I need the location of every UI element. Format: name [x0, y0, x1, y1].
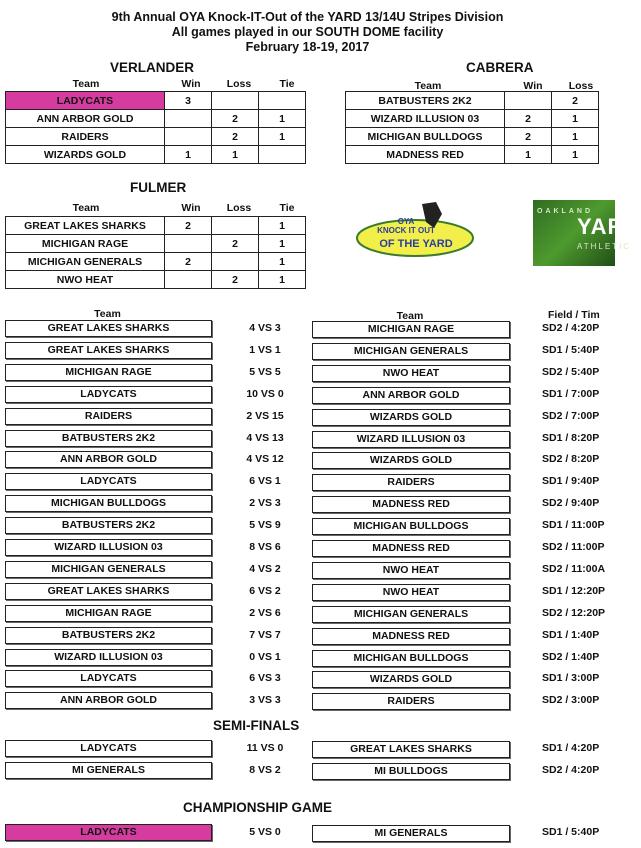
home-team: BATBUSTERS 2K2 [5, 517, 212, 534]
away-team: GREAT LAKES SHARKS [312, 741, 510, 758]
pool-fulmer-title: FULMER [130, 180, 187, 195]
yard-logo-main: YARD [577, 214, 641, 239]
loss-count [212, 253, 259, 271]
game-score: 10 VS 0 [246, 387, 284, 400]
win-count: 2 [505, 110, 552, 128]
col-header-team: Team [414, 80, 442, 92]
team-name: ANN ARBOR GOLD [6, 110, 165, 128]
away-team: MI BULLDOGS [312, 763, 510, 780]
game-score: 0 VS 1 [249, 650, 281, 663]
tie-count: 1 [259, 235, 306, 253]
away-team: RAIDERS [312, 693, 510, 710]
field-time: SD1 / 12:20P [542, 584, 606, 597]
field-time: SD1 / 1:40P [542, 628, 600, 641]
game-score: 7 VS 7 [249, 628, 281, 641]
loss-count: 2 [552, 92, 599, 110]
tie-count: 1 [259, 110, 306, 128]
field-time: SD1 / 3:00P [542, 672, 600, 685]
win-count [165, 235, 212, 253]
game-score: 5 VS 0 [249, 826, 281, 838]
win-count: 1 [505, 146, 552, 164]
away-team: WIZARDS GOLD [312, 452, 510, 469]
field-time: SD2 / 3:00P [542, 694, 600, 707]
col-header-win: Win [523, 80, 543, 92]
team-name: BATBUSTERS 2K2 [346, 92, 505, 110]
logo-text-2: KNOCK IT OUT [377, 226, 435, 235]
loss-count: 2 [212, 271, 259, 289]
home-team: MICHIGAN BULLDOGS [5, 495, 212, 512]
field-time: SD2 / 1:40P [542, 650, 600, 663]
home-team: MICHIGAN RAGE [5, 364, 212, 381]
game-score: 6 VS 1 [249, 475, 281, 488]
standings-row [346, 128, 599, 146]
loss-count: 1 [552, 146, 599, 164]
home-team: BATBUSTERS 2K2 [5, 627, 212, 644]
win-count: 2 [505, 128, 552, 146]
win-count: 1 [165, 146, 212, 164]
away-team: MICHIGAN GENERALS [312, 343, 510, 360]
standings-row [6, 146, 306, 164]
field-time: SD2 / 7:00P [542, 409, 600, 422]
tie-count: 1 [259, 253, 306, 271]
field-time: SD2 / 11:00P [542, 541, 605, 553]
loss-count [212, 92, 259, 110]
game-score: 4 VS 3 [249, 322, 281, 334]
game-score: 4 VS 13 [246, 431, 284, 444]
standings-row [6, 92, 306, 110]
away-team: WIZARD ILLUSION 03 [312, 431, 510, 448]
field-time: SD1 / 8:20P [542, 431, 600, 444]
col-header-team: Team [72, 78, 100, 90]
loss-count: 2 [212, 128, 259, 146]
page-title: 9th Annual OYA Knock-IT-Out of the YARD 13/14U Stripes Division [111, 10, 504, 24]
home-team: BATBUSTERS 2K2 [5, 430, 212, 447]
tie-count: 1 [259, 128, 306, 146]
event-dates: February 18-19, 2017 [245, 40, 370, 54]
loss-count [212, 217, 259, 235]
field-time: SD1 / 5:40P [542, 826, 600, 838]
away-team: WIZARDS GOLD [312, 409, 510, 426]
home-team: RAIDERS [5, 408, 212, 425]
col-header-team: Team [72, 202, 100, 214]
home-team: LADYCATS [5, 740, 212, 757]
game-score: 8 VS 6 [249, 541, 281, 553]
team-name: MADNESS RED [346, 146, 505, 164]
standings-row [6, 253, 306, 271]
col-header-tie: Tie [279, 78, 295, 90]
away-team: RAIDERS [312, 474, 510, 491]
game-score: 4 VS 12 [246, 453, 284, 466]
standings-row [346, 110, 599, 128]
team-name: RAIDERS [6, 128, 165, 146]
field-time: SD1 / 7:00P [542, 387, 600, 400]
loss-count: 1 [212, 146, 259, 164]
home-team: ANN ARBOR GOLD [5, 451, 212, 468]
home-team: MICHIGAN GENERALS [5, 561, 212, 578]
page-subtitle: All games played in our SOUTH DOME facility [171, 25, 444, 39]
yard-logo [533, 200, 641, 266]
loss-count: 1 [552, 110, 599, 128]
game-score: 11 VS 0 [246, 742, 284, 754]
loss-count: 2 [212, 235, 259, 253]
team-name: WIZARDS GOLD [6, 146, 165, 164]
game-score: 8 VS 2 [249, 764, 281, 776]
game-score: 1 VS 1 [249, 343, 281, 356]
field-time: SD2 / 9:40P [542, 497, 600, 510]
away-team: NWO HEAT [312, 562, 510, 579]
team-name: GREAT LAKES SHARKS [6, 217, 165, 235]
home-team: LADYCATS [5, 473, 212, 490]
away-team: MADNESS RED [312, 628, 510, 645]
home-team: GREAT LAKES SHARKS [5, 583, 212, 600]
game-score: 4 VS 2 [249, 562, 281, 575]
yard-logo-sub: ATHLETIC [577, 242, 632, 251]
tie-count [259, 146, 306, 164]
game-score: 2 VS 6 [249, 606, 281, 619]
away-team: MADNESS RED [312, 496, 510, 513]
win-count: 2 [165, 217, 212, 235]
pool-verlander-title: VERLANDER [110, 60, 195, 75]
games-header-field-time: Field / Tim [548, 309, 600, 321]
win-count [165, 271, 212, 289]
team-name: NWO HEAT [6, 271, 165, 289]
field-time: SD2 / 4:20P [542, 322, 600, 334]
home-team: MICHIGAN RAGE [5, 605, 212, 622]
game-score: 6 VS 2 [249, 584, 281, 597]
game-score: 5 VS 5 [249, 365, 281, 378]
tie-count [259, 92, 306, 110]
standings-row [6, 235, 306, 253]
loss-count: 2 [212, 110, 259, 128]
away-team: MICHIGAN GENERALS [312, 606, 510, 623]
col-header-tie: Tie [279, 202, 295, 214]
home-team: WIZARD ILLUSION 03 [5, 649, 212, 666]
win-count [165, 128, 212, 146]
team-name: MICHIGAN GENERALS [6, 253, 165, 271]
home-team: MI GENERALS [5, 762, 212, 779]
semifinals-title: SEMI-FINALS [213, 718, 300, 733]
away-team: MICHIGAN BULLDOGS [312, 650, 510, 667]
team-name: MICHIGAN RAGE [6, 235, 165, 253]
field-time: SD1 / 4:20P [542, 742, 600, 754]
team-name: MICHIGAN BULLDOGS [346, 128, 505, 146]
field-time: SD2 / 11:00A [542, 562, 606, 575]
away-team: ANN ARBOR GOLD [312, 387, 510, 404]
game-score: 3 VS 3 [249, 694, 281, 707]
pool-cabrera-title: CABRERA [466, 60, 534, 75]
logo-text-1: OYA [397, 217, 415, 226]
home-team: GREAT LAKES SHARKS [5, 342, 212, 359]
home-team: LADYCATS [5, 386, 212, 403]
standings-fulmer [5, 216, 306, 289]
field-time: SD2 / 4:20P [542, 764, 600, 776]
home-team: LADYCATS [5, 824, 212, 841]
standings-row [6, 110, 306, 128]
away-team: NWO HEAT [312, 365, 510, 382]
col-header-win: Win [181, 202, 201, 214]
standings-row [346, 146, 599, 164]
yard-logo-top: OAKLAND [537, 208, 593, 215]
home-team: WIZARD ILLUSION 03 [5, 539, 212, 556]
standings-verlander [5, 91, 306, 164]
tie-count: 1 [259, 271, 306, 289]
games-header-team-left: Team [94, 308, 121, 320]
standings-cabrera [345, 91, 599, 164]
game-score: 6 VS 3 [249, 672, 281, 685]
loss-count: 1 [552, 128, 599, 146]
away-team: WIZARDS GOLD [312, 671, 510, 688]
game-score: 2 VS 3 [249, 497, 281, 510]
game-score: 2 VS 15 [246, 409, 284, 422]
home-team: LADYCATS [5, 670, 212, 687]
standings-row [6, 128, 306, 146]
away-team: MICHIGAN BULLDOGS [312, 518, 510, 535]
tie-count: 1 [259, 217, 306, 235]
field-time: SD1 / 11:00P [542, 519, 605, 532]
col-header-loss: Loss [226, 202, 252, 214]
win-count [165, 110, 212, 128]
games-header-team-right: Team [396, 310, 424, 322]
col-header-loss: Loss [226, 78, 252, 90]
win-count [505, 92, 552, 110]
win-count: 2 [165, 253, 212, 271]
win-count: 3 [165, 92, 212, 110]
home-team: GREAT LAKES SHARKS [5, 320, 212, 337]
field-time: SD2 / 12:20P [542, 606, 606, 619]
standings-row [6, 271, 306, 289]
away-team: NWO HEAT [312, 584, 510, 601]
col-header-loss: Loss [568, 80, 594, 92]
away-team: MADNESS RED [312, 540, 510, 557]
oya-logo [352, 198, 478, 260]
field-time: SD2 / 8:20P [542, 453, 600, 466]
logo-text-3: OF THE YARD [379, 238, 453, 250]
away-team: MI GENERALS [312, 825, 510, 842]
team-name: WIZARD ILLUSION 03 [346, 110, 505, 128]
field-time: SD2 / 5:40P [542, 365, 600, 378]
field-time: SD1 / 9:40P [542, 475, 600, 488]
standings-row [346, 92, 599, 110]
standings-row [6, 217, 306, 235]
away-team: MICHIGAN RAGE [312, 321, 510, 338]
col-header-win: Win [181, 78, 201, 90]
field-time: SD1 / 5:40P [542, 343, 600, 356]
game-score: 5 VS 9 [249, 519, 281, 532]
championship-title: CHAMPIONSHIP GAME [183, 800, 333, 815]
home-team: ANN ARBOR GOLD [5, 692, 212, 709]
team-name: LADYCATS [6, 92, 165, 110]
